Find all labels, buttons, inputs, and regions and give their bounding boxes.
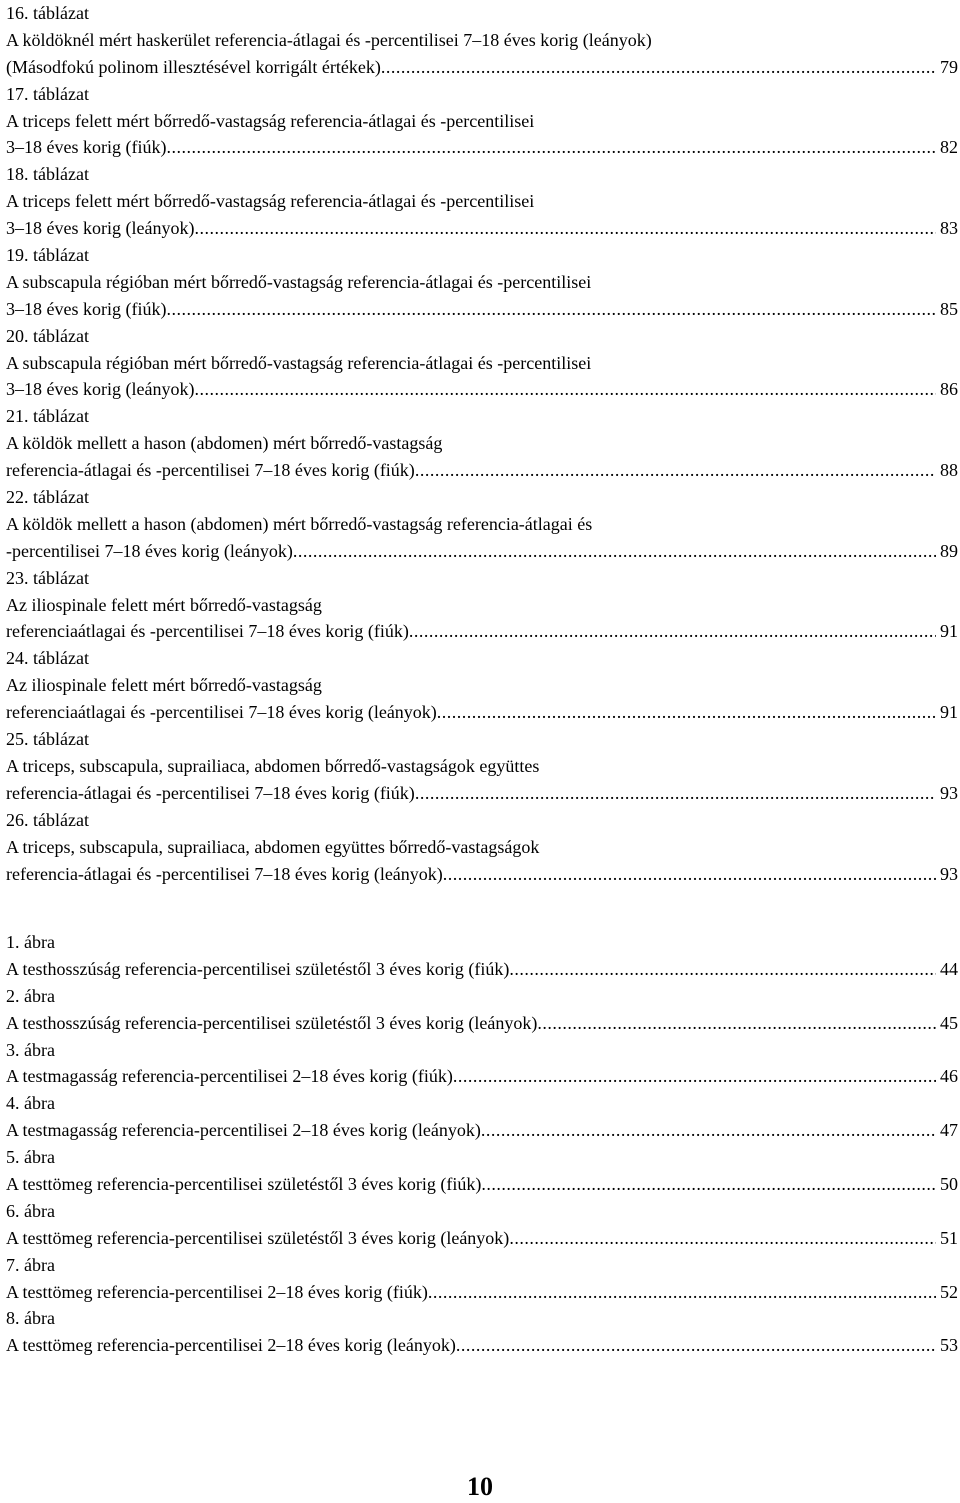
toc-entry[interactable] [6,81,958,162]
entry-title-line: -percentilisei 7–18 éves korig (leányok) [6,540,293,561]
entry-title-line: 3–18 éves korig (fiúk) [6,298,167,319]
entry-title-line: A köldöknél mért haskerület referencia-átlagai és -percentilisei 7–18 éves korig (leányok) [6,29,652,50]
entry-label: 7. ábra [6,1254,55,1275]
entry-label: 6. ábra [6,1200,55,1221]
entry-title-line: A triceps, subscapula, suprailiaca, abdomen együttes bőrredő-vastagságok [6,836,540,857]
dot-leader [166,134,936,161]
page-ref: 44 [940,958,958,979]
page-ref: 52 [940,1281,958,1302]
entry-title-line: A köldök mellett a hason (abdomen) mért bőrredő-vastagság referencia-átlagai és [6,513,593,534]
entry-title-line: referenciaátlagai és -percentilisei 7–18 éves korig (leányok) [6,702,437,723]
entry-title-line: 3–18 éves korig (leányok) [6,379,195,400]
toc-entry[interactable] [6,726,958,807]
toc-entry[interactable] [6,1144,958,1198]
entry-label: 22. táblázat [6,487,89,508]
entry-label: 25. táblázat [6,729,89,750]
page-ref: 83 [940,218,958,239]
toc-entry[interactable] [6,1090,958,1144]
entry-title-line: referencia-átlagai és -percentilisei 7–18 éves korig (fiúk) [6,460,415,481]
entry-label: 4. ábra [6,1093,55,1114]
dot-leader [481,1171,936,1198]
entry-label: 23. táblázat [6,567,89,588]
dot-leader [415,780,936,807]
dot-leader [194,376,936,403]
toc-entry[interactable] [6,929,958,983]
entry-label: 5. ábra [6,1147,55,1168]
entry-label: 8. ábra [6,1308,55,1329]
entry-title-line: Az iliospinale felett mért bőrredő-vastagság [6,594,322,615]
dot-leader [443,861,936,888]
page-ref: 50 [940,1174,958,1195]
entry-label: 24. táblázat [6,648,89,669]
entry-title-line: A testtömeg referencia-percentilisei 2–18 éves korig (fiúk) [6,1281,428,1302]
entry-title-line: A testhosszúság referencia-percentilisei születéstől 3 éves korig (fiúk) [6,958,510,979]
dot-leader [194,215,936,242]
entry-label: 26. táblázat [6,809,89,830]
toc-entry[interactable] [6,242,958,323]
entry-title-line: 3–18 éves korig (leányok) [6,218,195,239]
entry-label: 16. táblázat [6,3,89,23]
entry-title-line: A testtömeg referencia-percentilisei születéstől 3 éves korig (fiúk) [6,1174,482,1195]
page-ref: 79 [940,56,958,77]
toc-entry[interactable] [6,1252,958,1306]
entry-title-line: referencia-átlagai és -percentilisei 7–18 éves korig (fiúk) [6,782,415,803]
entry-label: 20. táblázat [6,325,89,346]
toc-entry[interactable] [6,983,958,1037]
entry-label: 19. táblázat [6,245,89,266]
toc-entry[interactable] [6,565,958,646]
dot-leader [537,1010,936,1037]
page-ref: 82 [940,137,958,158]
entry-label: 2. ábra [6,985,55,1006]
toc-entry[interactable] [6,645,958,726]
page-ref: 93 [940,782,958,803]
dot-leader [409,618,936,645]
entry-title-line: A testtömeg referencia-percentilisei 2–18 éves korig (leányok) [6,1335,456,1356]
page-ref: 91 [940,621,958,642]
page-ref: 53 [940,1335,958,1356]
entry-title-line: A testmagasság referencia-percentilisei 2–18 éves korig (fiúk) [6,1066,453,1087]
page-ref: 46 [940,1066,958,1087]
entry-title-line: A subscapula régióban mért bőrredő-vastagság referencia-átlagai és -percentilisei [6,352,592,373]
page-ref: 88 [940,460,958,481]
entry-title-line: A köldök mellett a hason (abdomen) mért bőrredő-vastagság [6,433,443,454]
toc-entry[interactable] [6,323,958,404]
page-ref: 91 [940,702,958,723]
entry-title-line: A triceps, subscapula, suprailiaca, abdomen bőrredő-vastagságok együttes [6,755,540,776]
entry-title-line: referencia-átlagai és -percentilisei 7–18 éves korig (leányok) [6,863,443,884]
toc-entry[interactable] [6,0,958,81]
dot-leader [415,457,936,484]
dot-leader [428,1279,936,1306]
page-ref: 89 [940,540,958,561]
entry-title-line: A triceps felett mért bőrredő-vastagság referencia-átlagai és -percentilisei [6,191,535,212]
table-list [6,0,958,887]
toc-entry[interactable] [6,484,958,565]
entry-label: 18. táblázat [6,164,89,185]
entry-label: 3. ábra [6,1039,55,1060]
entry-title-line: (Másodfokú polinom illesztésével korrigált értékek) [6,56,381,77]
dot-leader [293,538,936,565]
entry-title-line: referenciaátlagai és -percentilisei 7–18 éves korig (fiúk) [6,621,409,642]
page-ref: 93 [940,863,958,884]
dot-leader [453,1063,936,1090]
entry-title-line: Az iliospinale felett mért bőrredő-vastagság [6,675,322,696]
entry-title-line: A triceps felett mért bőrredő-vastagság referencia-átlagai és -percentilisei [6,110,535,131]
page-ref: 85 [940,298,958,319]
toc-entry[interactable] [6,403,958,484]
entry-label: 21. táblázat [6,406,89,427]
dot-leader [456,1332,936,1359]
entry-title-line: A subscapula régióban mért bőrredő-vastagság referencia-átlagai és -percentilisei [6,271,592,292]
entry-label: 1. ábra [6,932,55,952]
dot-leader [437,699,936,726]
toc-entry[interactable] [6,807,958,888]
entry-label: 17. táblázat [6,83,89,104]
toc-entry[interactable] [6,1198,958,1252]
dot-leader [381,54,936,81]
dot-leader [509,956,936,983]
page-ref: 45 [940,1012,958,1033]
page-number: 10 [467,1472,493,1501]
toc-entry[interactable] [6,1037,958,1091]
dot-leader [481,1117,936,1144]
page-ref: 86 [940,379,958,400]
entry-title-line: A testmagasság referencia-percentilisei 2–18 éves korig (leányok) [6,1120,481,1141]
entry-title-line: A testtömeg referencia-percentilisei születéstől 3 éves korig (leányok) [6,1227,510,1248]
dot-leader [509,1225,936,1252]
figure-list [6,929,958,1359]
page-ref: 51 [940,1227,958,1248]
entry-title-line: 3–18 éves korig (fiúk) [6,137,167,158]
dot-leader [166,296,936,323]
toc-entry[interactable] [6,1305,958,1359]
entry-title-line: A testhosszúság referencia-percentilisei születéstől 3 éves korig (leányok) [6,1012,538,1033]
toc-entry[interactable] [6,161,958,242]
page-ref: 47 [940,1120,958,1141]
